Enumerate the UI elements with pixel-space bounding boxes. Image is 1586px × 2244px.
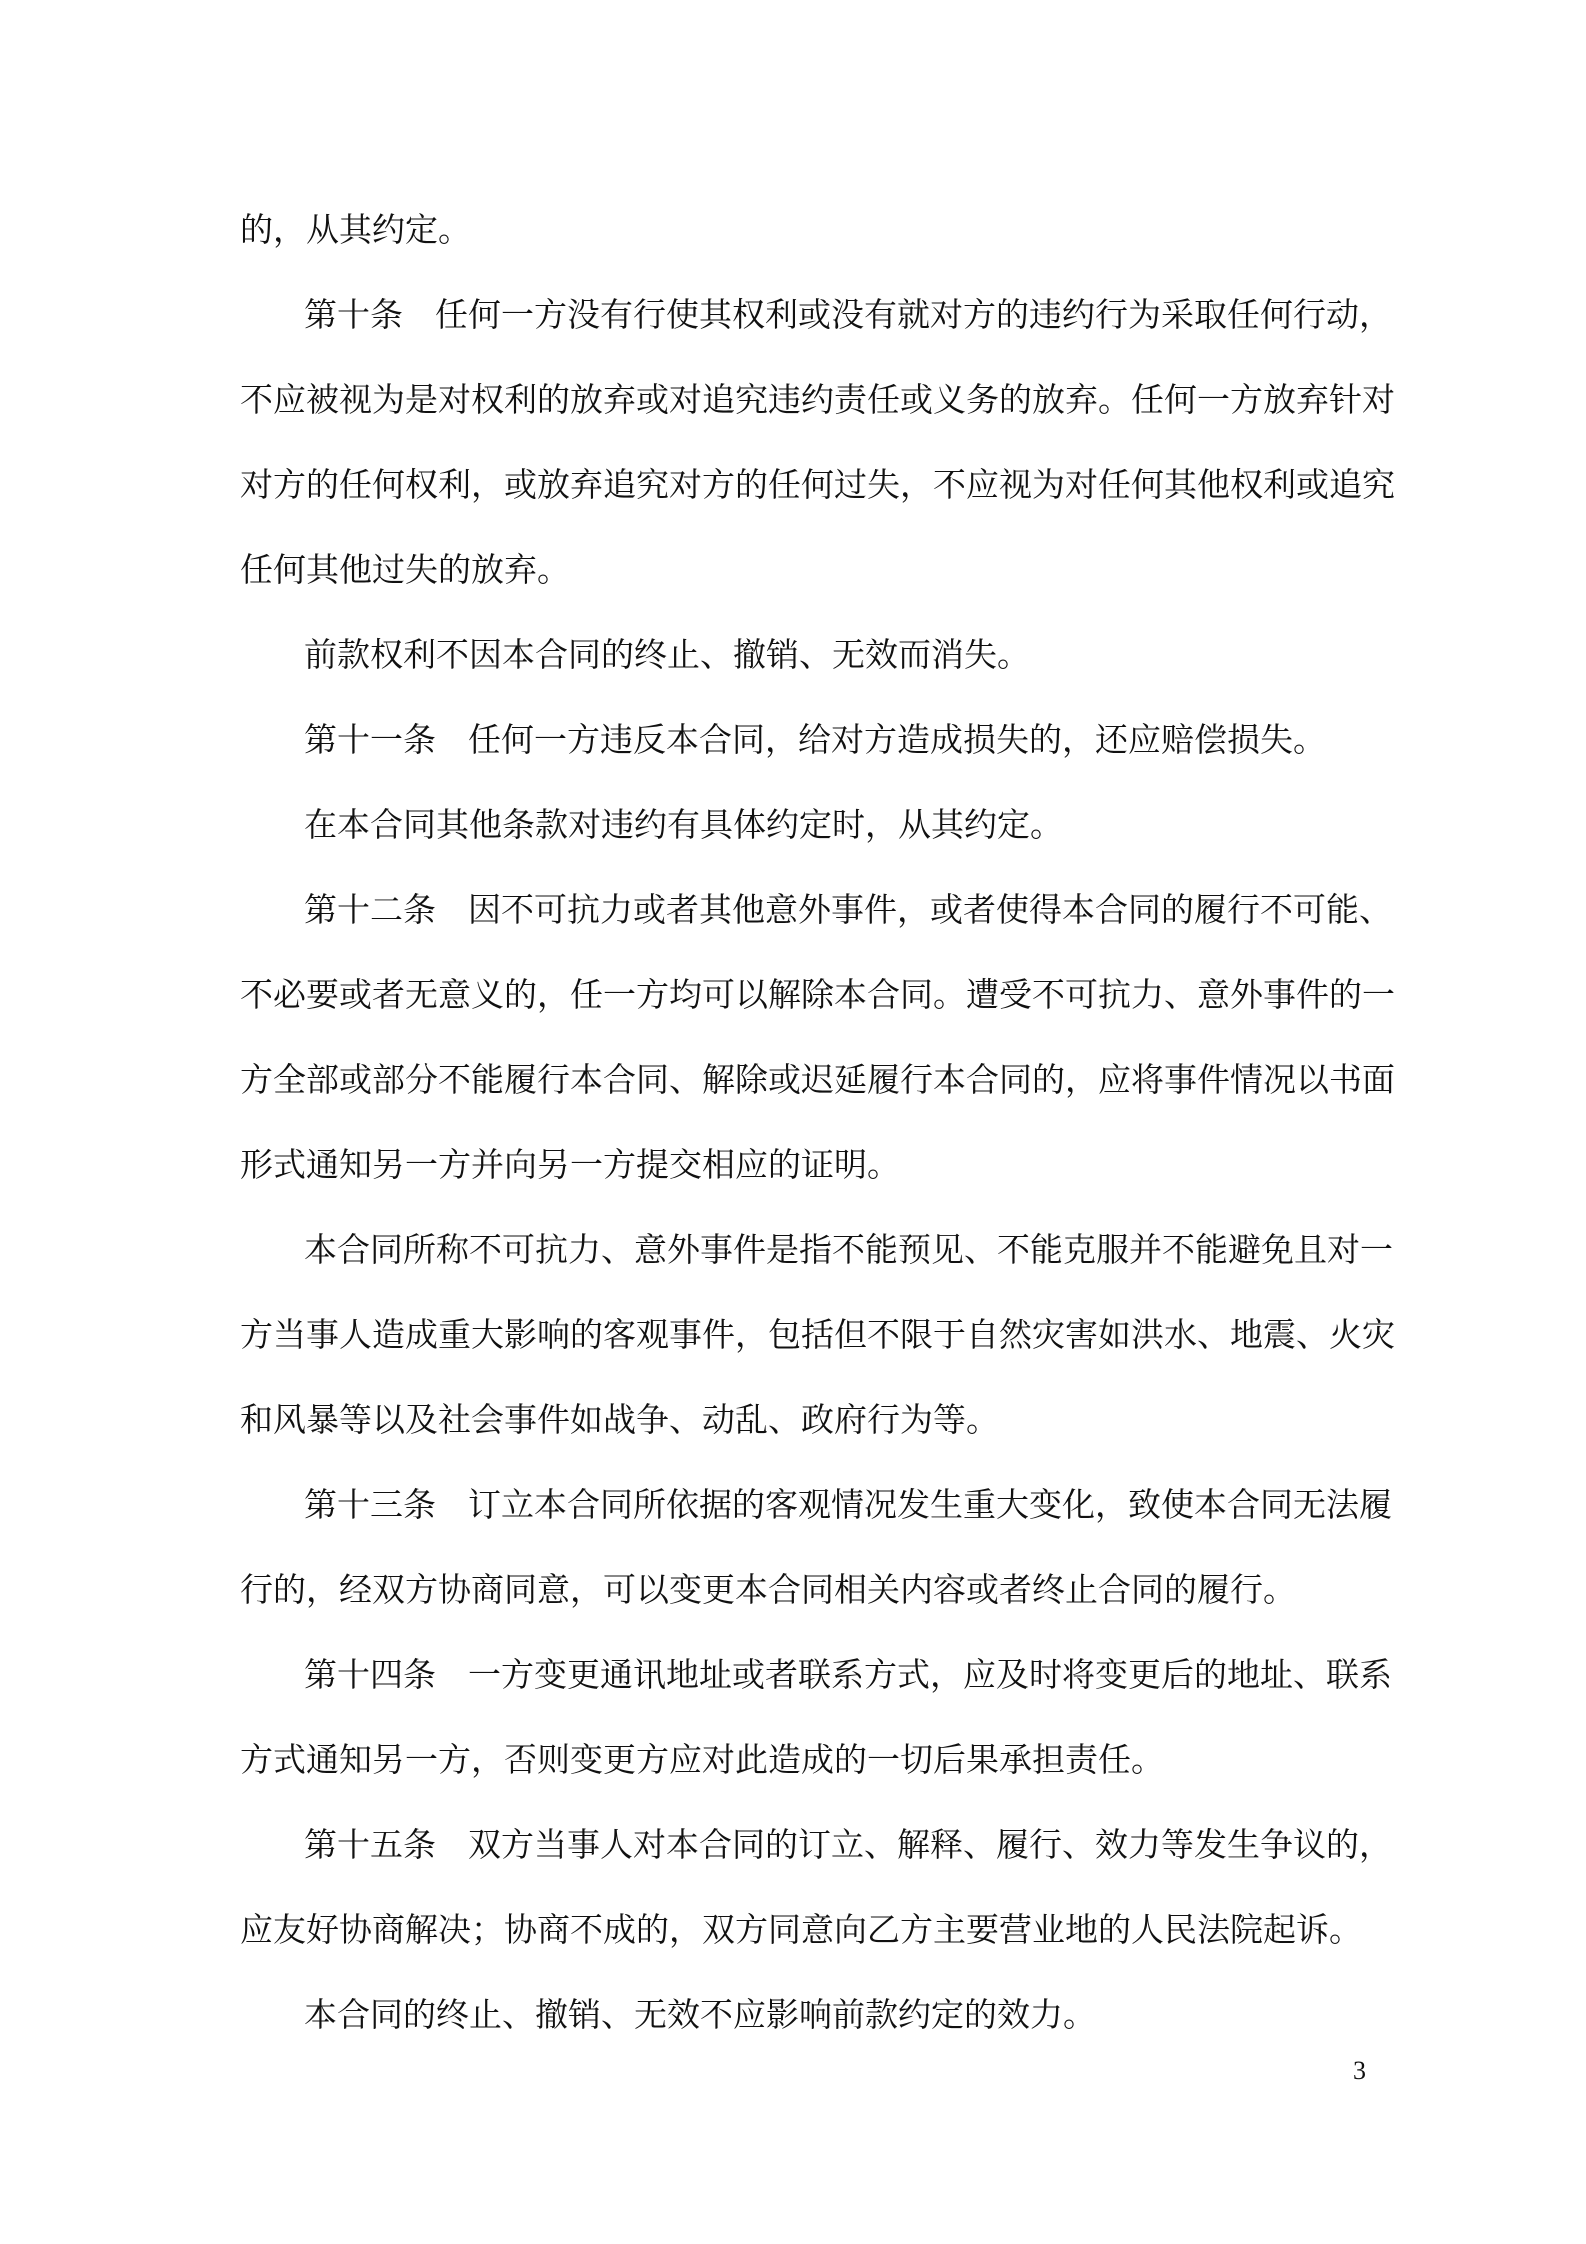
article-11-first-line <box>304 718 1355 762</box>
paragraph-line: 本合同所称不可抗力、意外事件是指不能预见、不能克服并不能避免且对一 <box>304 1230 1393 1269</box>
article-text: 任何一方没有行使其权利或没有就对方的违约行为采取任何行动， <box>435 295 1392 334</box>
paragraph-line: 和风暴等以及社会事件如战争、动乱、政府行为等。 <box>240 1400 999 1439</box>
article-15-first-line <box>304 1823 1392 1867</box>
article-number: 第十三条 <box>304 1485 436 1524</box>
paragraph-line: 任何其他过失的放弃。 <box>240 550 570 589</box>
paragraph-line: 的，从其约定。 <box>240 210 471 249</box>
paragraph-line: 对方的任何权利，或放弃追究对方的任何过失，不应视为对任何其他权利或追究 <box>240 465 1395 504</box>
article-text: 一方变更通讯地址或者联系方式，应及时将变更后的地址、联系 <box>468 1655 1392 1694</box>
paragraph-line: 前款权利不因本合同的终止、撤销、无效而消失。 <box>304 635 1030 674</box>
article-number: 第十一条 <box>304 720 436 759</box>
article-text: 任何一方违反本合同，给对方造成损失的，还应赔偿损失。 <box>468 720 1326 759</box>
paragraph-line: 方全部或部分不能履行本合同、解除或迟延履行本合同的，应将事件情况以书面 <box>240 1060 1395 1099</box>
article-number: 第十五条 <box>304 1825 436 1864</box>
paragraph-line: 形式通知另一方并向另一方提交相应的证明。 <box>240 1145 900 1184</box>
paragraph-line: 本合同的终止、撤销、无效不应影响前款约定的效力。 <box>304 1995 1096 2034</box>
article-number: 第十四条 <box>304 1655 436 1694</box>
paragraph-line: 应友好协商解决；协商不成的，双方同意向乙方主要营业地的人民法院起诉。 <box>240 1910 1362 1949</box>
paragraph-line: 在本合同其他条款对违约有具体约定时，从其约定。 <box>304 805 1063 844</box>
paragraph-line: 行的，经双方协商同意，可以变更本合同相关内容或者终止合同的履行。 <box>240 1570 1296 1609</box>
article-14-first-line <box>304 1653 1392 1697</box>
paragraph-line: 方式通知另一方，否则变更方应对此造成的一切后果承担责任。 <box>240 1740 1164 1779</box>
paragraph-line: 不应被视为是对权利的放弃或对追究违约责任或义务的放弃。任何一方放弃针对 <box>240 380 1395 419</box>
article-10-first-line <box>304 293 1392 337</box>
article-number: 第十二条 <box>304 890 436 929</box>
article-13-first-line <box>304 1483 1392 1527</box>
article-12-first-line <box>304 888 1392 932</box>
article-text: 双方当事人对本合同的订立、解释、履行、效力等发生争议的， <box>468 1825 1392 1864</box>
article-number: 第十条 <box>304 295 403 334</box>
article-text: 订立本合同所依据的客观情况发生重大变化，致使本合同无法履 <box>468 1485 1392 1524</box>
paragraph-line: 不必要或者无意义的，任一方均可以解除本合同。遭受不可抗力、意外事件的一 <box>240 975 1395 1014</box>
page-number: 3 <box>1353 2056 1366 2085</box>
article-text: 因不可抗力或者其他意外事件，或者使得本合同的履行不可能、 <box>468 890 1392 929</box>
paragraph-line: 方当事人造成重大影响的客观事件，包括但不限于自然灾害如洪水、地震、火灾 <box>240 1315 1395 1354</box>
